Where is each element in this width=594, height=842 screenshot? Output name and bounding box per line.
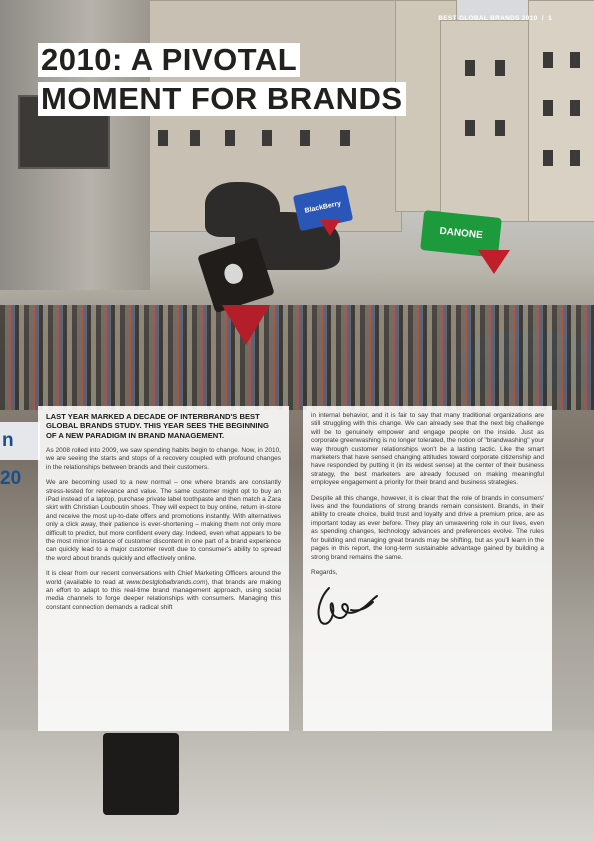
- window: [190, 130, 200, 146]
- window: [570, 52, 580, 68]
- body-paragraph: As 2008 rolled into 2009, we saw spending habits begin to change. Now, in 2010, we are seeing the starts and stops of a recovery coupled with profound changes in the relationships between brands and their customers.: [46, 446, 281, 471]
- text-run: ), that brands are making an effort to adapt to this real-time brand management approach, using social media channels to forge deeper relationships with consumers. Managing this constant connection demands a radical shift: [46, 578, 281, 611]
- left-text-panel: [38, 406, 289, 731]
- balloon-tail: [320, 220, 340, 236]
- danone-balloon: DANONE: [420, 210, 502, 258]
- window: [543, 52, 553, 68]
- window: [543, 100, 553, 116]
- body-paragraph: [46, 570, 281, 612]
- balloon-tail: [478, 250, 510, 274]
- window: [495, 60, 505, 76]
- lead-paragraph: LAST YEAR MARKED A DECADE OF INTERBRAND'S BEST GLOBAL BRANDS STUDY. THIS YEAR SEES THE BEGINNING OF A NEW PARADIGM IN BRAND MANAGEMENT.: [46, 412, 269, 440]
- suitcase: [103, 733, 179, 815]
- page-title-line-2: MOMENT FOR BRANDS: [38, 82, 406, 116]
- apple-logo-icon: [222, 261, 245, 286]
- window: [158, 130, 168, 146]
- window: [465, 120, 475, 136]
- window: [340, 130, 350, 146]
- crowd: [0, 305, 594, 410]
- window: [495, 120, 505, 136]
- body-paragraph: Despite all this change, however, it is clear that the role of brands in consumers' lives and the foundations of strong brands remain consistent. Brands, in their ability to create choice, build trust and loyalty and drive a premium price, are as important today as ever before. They play an unwavering role in our lives, even as spending changes, technology advances and preferences evolve. The rules for building and managing great brands may be shifting, but as you'll learn in the pages in this report, the long-term sustainable advantage gained by building a strong brand remains the same.: [311, 494, 544, 561]
- blackberry-balloon: BlackBerry: [293, 185, 353, 231]
- window: [262, 130, 272, 146]
- running-header: BEST GLOBAL BRANDS 2010 / 1: [438, 15, 552, 22]
- window: [465, 60, 475, 76]
- window: [570, 100, 580, 116]
- window: [225, 130, 235, 146]
- body-paragraph: We are becoming used to a new normal – one where brands are constantly stress-tested for relevance and value. The same customer might opt to buy an iPad instead of a laptop, purchase private label toothpaste and then match a Zara skirt with Christian Louboutin shoes. They will expect to buy online, return in-store and receive the most up-to-date offers and promotions instantly. With alternatives only a click away, their patience is ever-shortening – making them not only more difficult to predict, but more confident every day. Indeed, even what appears to be the most minor instance of customer discontent in one part of a brand experience can quickly lead to a major customer revolt due to consumer's ability to spread the word about brands quickly and effectively online.: [46, 479, 281, 562]
- text-run: It is clear from our recent conversations with Chief Marketing Officers around the world (available to read at: [46, 570, 281, 586]
- balloon-tail: [222, 305, 270, 345]
- running-title: BEST GLOBAL BRANDS 2010: [438, 15, 538, 22]
- window: [570, 150, 580, 166]
- page-number: 1: [548, 15, 552, 22]
- building: [440, 20, 537, 222]
- website-link[interactable]: www.bestglobalbrands.com: [126, 578, 206, 586]
- window: [543, 150, 553, 166]
- right-text-panel: [303, 406, 552, 731]
- signature: [311, 582, 391, 630]
- page-title-line-1: 2010: A PIVOTAL: [38, 43, 300, 77]
- square-pavement: [0, 730, 594, 842]
- body-paragraph: in internal behavior, and it is fair to say that many traditional organizations are still struggling with this change. We can already see that the next big challenge will be to genuinely empower and engage people on the inside. Just as corporate greenwashing is no longer tolerated, the notion of "brandwashing" your way through customer relationships won't be a lasting tactic. Like the smart marketers that have sensed changing attitudes toward corporate citizenship and have responded by putting it (in its widest sense) at the center of their business strategy, the best marketers are already focused on making meaningful employee engagement a priority for their brand and business strategies.: [311, 412, 544, 487]
- closing: Regards,: [311, 568, 338, 576]
- window: [300, 130, 310, 146]
- building: [528, 0, 594, 222]
- banner-fragment: n 20: [0, 422, 40, 460]
